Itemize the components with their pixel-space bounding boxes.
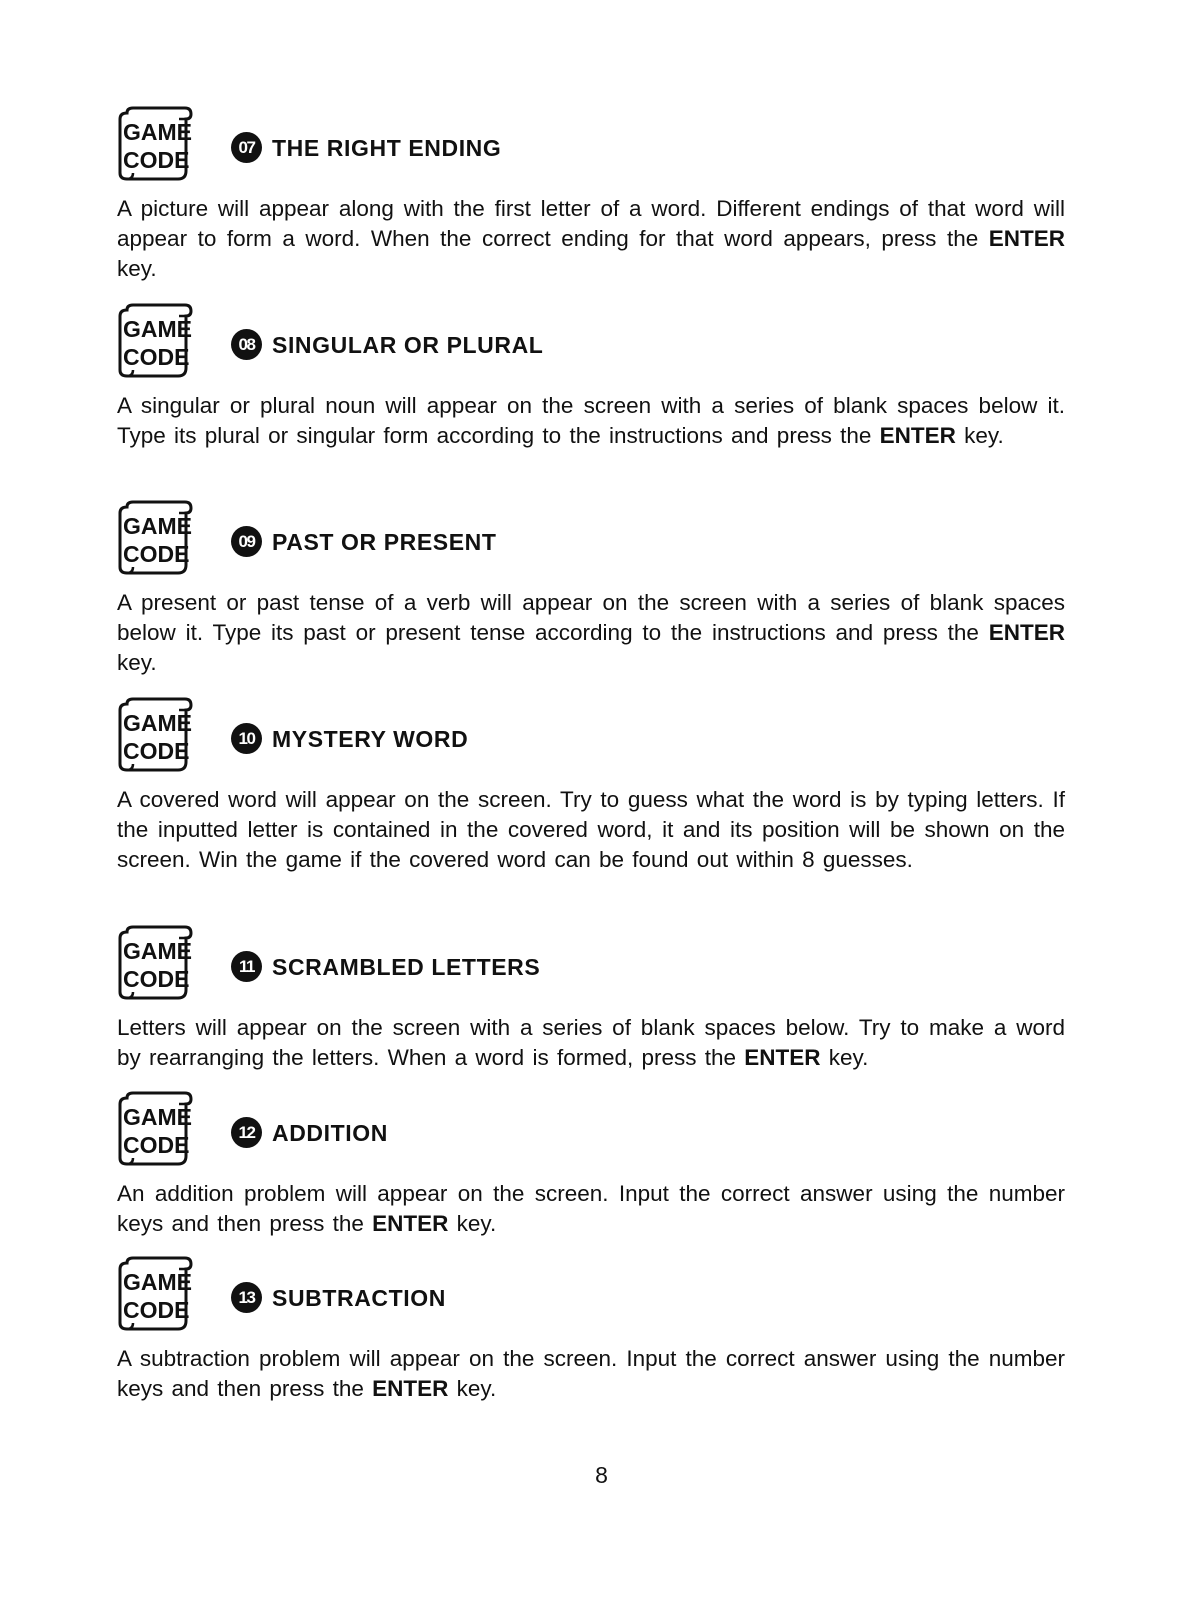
- section-header: [117, 105, 1065, 183]
- section-description: [117, 588, 1065, 678]
- section-description: [117, 194, 1065, 284]
- section-title: SCRAMBLED LETTERS: [272, 954, 541, 980]
- section-title: PAST OR PRESENT: [272, 529, 497, 555]
- description-text: A present or past tense of a verb will appear on the screen with a series of blank spaces below it. Type its past or present tense according to the instructions and press the: [117, 590, 1065, 645]
- description-text: A covered word will appear on the screen. Try to guess what the word is by typing letters. If the inputted letter is contained in the covered word, it and its position will be shown on the screen. Win the game if the covered word can be found out within 8 guesses.: [117, 787, 1065, 872]
- page-number: 8: [595, 1462, 608, 1488]
- enter-key-label: ENTER: [372, 1211, 449, 1236]
- section-description: [117, 1179, 1065, 1239]
- game-code-badge-icon: [117, 696, 193, 774]
- section-header: [117, 1090, 1065, 1168]
- section-title: THE RIGHT ENDING: [272, 135, 502, 161]
- game-number-circle-icon: 12: [231, 1117, 262, 1148]
- game-number-circle-icon: 10: [231, 723, 262, 754]
- badge-line1: GAME: [123, 1269, 192, 1295]
- section-07-the-right-ending: [117, 105, 1065, 284]
- section-description: [117, 1013, 1065, 1073]
- game-number-circle-icon: 11: [231, 951, 262, 982]
- badge-line1: GAME: [123, 1104, 192, 1130]
- game-code-badge-icon: [117, 1255, 193, 1333]
- section-title: MYSTERY WORD: [272, 726, 469, 752]
- badge-line2: CODE: [123, 738, 190, 764]
- game-code-badge-icon: [117, 499, 193, 577]
- section-09-past-or-present: [117, 499, 1065, 678]
- badge-line2: CODE: [123, 147, 190, 173]
- game-number-circle-icon: 07: [231, 132, 262, 163]
- section-11-scrambled-letters: [117, 924, 1065, 1073]
- section-13-subtraction: [117, 1255, 1065, 1404]
- description-text: An addition problem will appear on the screen. Input the correct answer using the number keys and then press the: [117, 1181, 1065, 1236]
- badge-line2: CODE: [123, 966, 190, 992]
- section-header: [117, 1255, 1065, 1333]
- game-code-badge-icon: [117, 1090, 193, 1168]
- enter-key-label: ENTER: [988, 620, 1065, 645]
- badge-line2: CODE: [123, 1297, 190, 1323]
- description-text: Letters will appear on the screen with a series of blank spaces below. Try to make a word by rearranging the letters. When a word is formed, press the: [117, 1015, 1065, 1070]
- badge-line1: GAME: [123, 316, 192, 342]
- section-header: [117, 302, 1065, 380]
- badge-line1: GAME: [123, 710, 192, 736]
- description-text: key.: [448, 1211, 497, 1236]
- section-description: [117, 785, 1065, 875]
- enter-key-label: ENTER: [988, 226, 1065, 251]
- section-description: [117, 1344, 1065, 1404]
- game-number-circle-icon: 09: [231, 526, 262, 557]
- game-number-circle-icon: 13: [231, 1282, 262, 1313]
- section-12-addition: [117, 1090, 1065, 1239]
- description-text: A singular or plural noun will appear on the screen with a series of blank spaces below it. Type its plural or singular form according to the instructions and press the: [117, 393, 1065, 448]
- game-number-circle-icon: 08: [231, 329, 262, 360]
- section-10-mystery-word: [117, 696, 1065, 875]
- section-title: SUBTRACTION: [272, 1285, 446, 1311]
- enter-key-label: ENTER: [372, 1376, 449, 1401]
- description-text: key.: [820, 1045, 869, 1070]
- badge-line2: CODE: [123, 1132, 190, 1158]
- section-title: ADDITION: [272, 1120, 388, 1146]
- description-text: key.: [955, 423, 1004, 448]
- badge-line2: CODE: [123, 541, 190, 567]
- badge-line1: GAME: [123, 119, 192, 145]
- section-description: [117, 391, 1065, 451]
- section-title: SINGULAR OR PLURAL: [272, 332, 544, 358]
- description-text: key.: [117, 650, 157, 675]
- game-code-badge-icon: [117, 924, 193, 1002]
- game-code-badge-icon: [117, 105, 193, 183]
- badge-line1: GAME: [123, 513, 192, 539]
- section-header: [117, 499, 1065, 577]
- section-header: [117, 696, 1065, 774]
- description-text: A picture will appear along with the first letter of a word. Different endings of that word will appear to form a word. When the correct ending for that word appears, press the: [117, 196, 1065, 251]
- description-text: key.: [448, 1376, 497, 1401]
- badge-line2: CODE: [123, 344, 190, 370]
- game-code-badge-icon: [117, 302, 193, 380]
- description-text: A subtraction problem will appear on the screen. Input the correct answer using the number keys and then press the: [117, 1346, 1065, 1401]
- enter-key-label: ENTER: [879, 423, 956, 448]
- enter-key-label: ENTER: [744, 1045, 821, 1070]
- description-text: key.: [117, 256, 157, 281]
- section-header: [117, 924, 1065, 1002]
- badge-line1: GAME: [123, 938, 192, 964]
- section-08-singular-or-plural: [117, 302, 1065, 451]
